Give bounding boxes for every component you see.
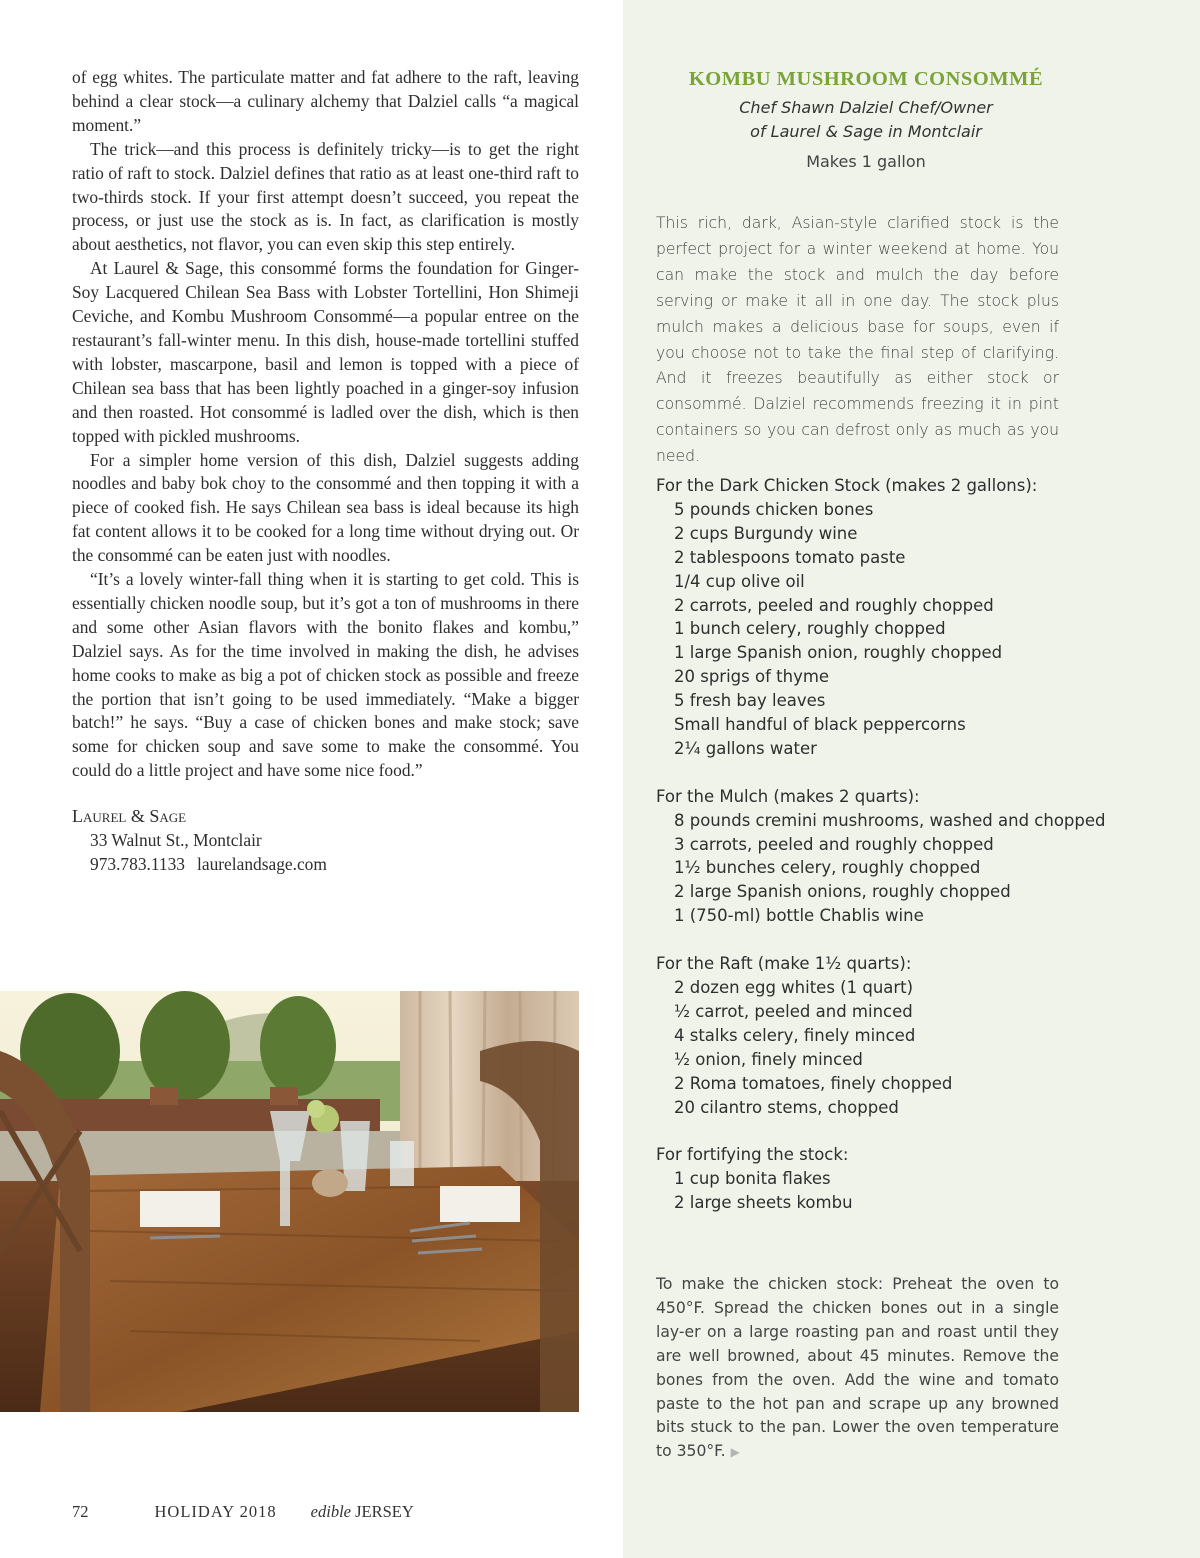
article-paragraph-3: At Laurel & Sage, this consommé forms the foundation for Ginger-Soy Lacquered Chilean Sea Bass with Lobster Tortellini, Hon Shimeji Ceviche, and Kombu Mushroom Consommé—a popular entree on the restaurant’s fall-winter menu. In this dish, house-made tortellini stuffed with lobster, mascarpone, basil and lemon is topped with a piece of Chilean sea bass that has been lightly poached in a ginger-soy infusion and then roasted. Hot consommé is ladled over the dish, which is then topped with pickled mushrooms.	[72, 258, 579, 446]
restaurant-photo	[0, 991, 579, 1412]
chef-line-1: Chef Shawn Dalziel Chef/Owner	[739, 98, 993, 117]
chef-line-2: of Laurel & Sage in Montclair	[750, 122, 982, 141]
ingredient-group-stock	[656, 474, 1126, 761]
ingredient-item: 8 pounds cremini mushrooms, washed and chopped	[674, 810, 1106, 830]
ingredient-item: 2 cups Burgundy wine	[674, 523, 858, 543]
ingredient-group-raft	[656, 952, 1126, 1119]
ingredient-item: 2 carrots, peeled and roughly chopped	[674, 595, 994, 615]
ingredient-item: ½ carrot, peeled and minced	[674, 1001, 913, 1021]
ingredient-item: 1 bunch celery, roughly chopped	[674, 619, 946, 639]
restaurant-address	[72, 805, 579, 877]
ingredient-group-heading: For the Dark Chicken Stock (makes 2 gallons):	[656, 476, 1038, 495]
recipe-title: KOMBU MUSHROOM CONSOMMÉ	[688, 68, 1044, 90]
triangle-right-icon: ▶	[730, 1445, 740, 1460]
ingredient-group-heading: For the Raft (make 1½ quarts):	[656, 954, 912, 974]
ingredient-item: 1 cup bonita flakes	[674, 1169, 831, 1189]
article-paragraph-5: “It’s a lovely winter-fall thing when it is starting to get cold. This is essentially chicken noodle soup, but it’s got a ton of mushrooms in there and some other Asian flavors with the bonito flakes and kombu,” Dalziel says. As for the time involved in making the dish, he advises home cooks to make as big a pot of chicken stock as possible and freeze the portion that isn’t going to be used immediately. “Make a bigger batch!” he says. “Buy a case of chicken bones and make stock; save some for chicken soup and save some to make the consommé. You could do a little project and have some nice food.”	[72, 569, 579, 781]
recipe-chef	[656, 96, 1076, 144]
ingredient-item: 20 cilantro stems, chopped	[674, 1097, 899, 1117]
ingredient-item: Small handful of black peppercorns	[674, 715, 966, 735]
page-footer	[72, 1502, 414, 1522]
ingredient-item: 3 carrots, peeled and roughly chopped	[674, 834, 994, 854]
page-number: 72	[72, 1502, 89, 1521]
ingredient-group-heading: For the Mulch (makes 2 quarts):	[656, 786, 920, 806]
ingredient-item: 2¼ gallons water	[674, 738, 817, 758]
ingredient-item: 2 Roma tomatoes, finely chopped	[674, 1073, 953, 1093]
ingredient-item: 2 dozen egg whites (1 quart)	[674, 978, 914, 997]
brand-italic: edible	[310, 1502, 351, 1521]
issue-label: HOLIDAY 2018	[154, 1502, 277, 1521]
ingredient-item: 1½ bunches celery, roughly chopped	[674, 858, 981, 878]
restaurant-website[interactable]: laurelandsage.com	[197, 854, 327, 874]
brand-name: JERSEY	[355, 1502, 414, 1521]
ingredient-item: 5 fresh bay leaves	[674, 691, 826, 711]
method-text: To make the chicken stock: Preheat the oven to 450°F. Spread the chicken bones out in a single lay-er on a large roasting pan and roast until they are well browned, about 45 minutes. Remove the bones from the oven. Add the wine and tomato paste to the hot pan and scrape up any browned bits stuck to the pan. Lower the oven temperature to 350°F.	[656, 1275, 1059, 1461]
ingredient-item: 2 tablespoons tomato paste	[674, 547, 906, 567]
ingredient-item: ½ onion, finely minced	[674, 1049, 863, 1069]
article-paragraph-1: of egg whites. The particulate matter and fat adhere to the raft, leaving behind a clear stock—a culinary alchemy that Dalziel calls “a magical moment.”	[72, 67, 579, 135]
restaurant-contact	[72, 853, 579, 877]
restaurant-phone: 973.783.1133	[90, 854, 186, 874]
ingredient-item: 2 large sheets kombu	[674, 1193, 853, 1213]
restaurant-street: 33 Walnut St., Montclair	[90, 830, 262, 851]
recipe-intro: This rich, dark, Asian-style clarified stock is the perfect project for a winter weekend at home. You can make the stock and mulch the day before serving or make it all in one day. The stock plus mulch makes a delicious base for soups, even if you choose not to take the final step of clarifying. And it freezes beautifully as either stock or consommé. Dalziel recommends freezing it in pint containers so you can defrost only as much as you need.	[656, 214, 1059, 466]
article-paragraph-2: The trick—and this process is definitely tricky—is to get the right ratio of raft to stock. Dalziel defines that ratio as at least one-third raft to two-thirds stock. If your first attempt doesn’t succeed, you repeat the process, or just use the stock as is. In fact, as clarification is mostly about aesthetics, not flavor, you can even skip this step entirely.	[72, 138, 579, 255]
article-body	[72, 66, 579, 877]
article-paragraph-4: For a simpler home version of this dish, Dalziel suggests adding noodles and baby bok choy to the consommé and then topping it with a piece of cooked fish. He says Chilean sea bass is ideal because its high fat content allows it to be cooked for a long time without drying out. Or the consommé can be eaten just with noodles.	[72, 449, 579, 566]
ingredient-group-heading: For fortifying the stock:	[656, 1145, 849, 1165]
ingredient-item: 5 pounds chicken bones	[674, 499, 874, 519]
ingredient-group-mulch	[656, 785, 1126, 928]
ingredient-group-fortify	[656, 1143, 1126, 1215]
restaurant-name: Laurel & Sage	[72, 806, 187, 827]
ingredient-item: 1/4 cup olive oil	[674, 571, 805, 591]
ingredient-item: 20 sprigs of thyme	[674, 667, 830, 687]
ingredient-item: 1 (750-ml) bottle Chablis wine	[674, 906, 924, 926]
ingredient-item: 4 stalks celery, finely minced	[674, 1025, 916, 1045]
recipe-yield: Makes 1 gallon	[806, 152, 926, 171]
recipe-method	[656, 1273, 1059, 1465]
ingredient-item: 1 large Spanish onion, roughly chopped	[674, 643, 1003, 663]
ingredient-item: 2 large Spanish onions, roughly chopped	[674, 882, 1011, 902]
ingredient-list	[656, 474, 1126, 1239]
